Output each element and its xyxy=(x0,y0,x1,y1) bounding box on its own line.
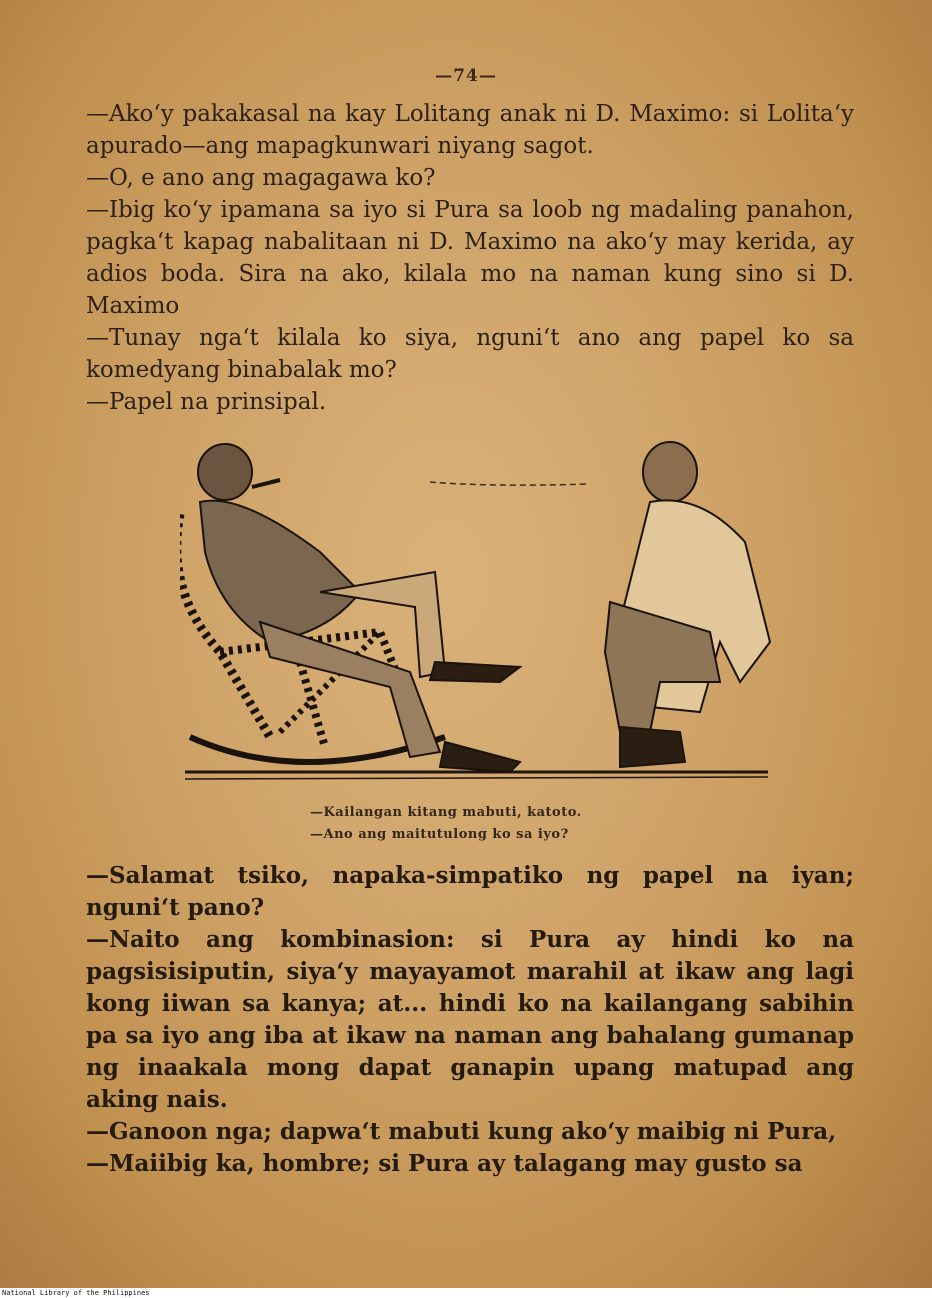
paragraph: —Naito ang kombinasion: si Pura ay hindi ko na pagsisisiputin, siya‘y mayayamot marahil at ikaw ang lagi kong iiwan sa kanya; at... hindi ko na kailangang sabihin pa sa iyo ang iba at ikaw na naman ang bahalang gumanap ng inaakala mong dapat ganapin upang matupad ang aking nais. xyxy=(86,926,854,1113)
bottom-text-block xyxy=(86,860,854,1180)
illustration-caption xyxy=(0,802,932,846)
library-credit: National Library of the Philippines xyxy=(2,1289,150,1297)
caption-line: —Ano ang maitutulong ko sa iyo? xyxy=(310,827,569,842)
paragraph: —Maiibig ka, hombre; si Pura ay talagang may gusto sa xyxy=(86,1150,803,1177)
paragraph: —Papel na prinsipal. xyxy=(86,389,327,415)
paragraph: —Ako‘y pakakasal na kay Lolitang anak ni D. Maximo: si Lolita‘y apurado—ang mapagkunwari niyang sagot. xyxy=(86,101,854,159)
top-text-block xyxy=(86,98,854,418)
illustration-two-men-talking xyxy=(180,432,772,787)
seated-man-drawing xyxy=(198,444,520,772)
paragraph: —Tunay nga‘t kilala ko siya, nguni‘t ano ang papel ko sa komedyang binabalak mo? xyxy=(86,325,854,383)
paragraph: —Ibig ko‘y ipamana sa iyo si Pura sa loob ng madaling panahon, pagka‘t kapag nabalitaan ni D. Maximo na ako‘y may kerida, ay adios boda. Sira na ako, kilala mo na naman kung sino si D. Maximo xyxy=(86,197,854,319)
page-number: —74— xyxy=(435,66,497,86)
paragraph: —Salamat tsiko, napaka-simpatiko ng papel na iyan; nguni‘t pano? xyxy=(86,862,854,921)
paragraph: —Ganoon nga; dapwa‘t mabuti kung ako‘y maibig ni Pura, xyxy=(86,1118,837,1145)
caption-line: —Kailangan kitang mabuti, katoto. xyxy=(310,805,582,820)
paragraph: —O, e ano ang magagawa ko? xyxy=(86,165,436,191)
listening-man-drawing xyxy=(605,442,770,767)
